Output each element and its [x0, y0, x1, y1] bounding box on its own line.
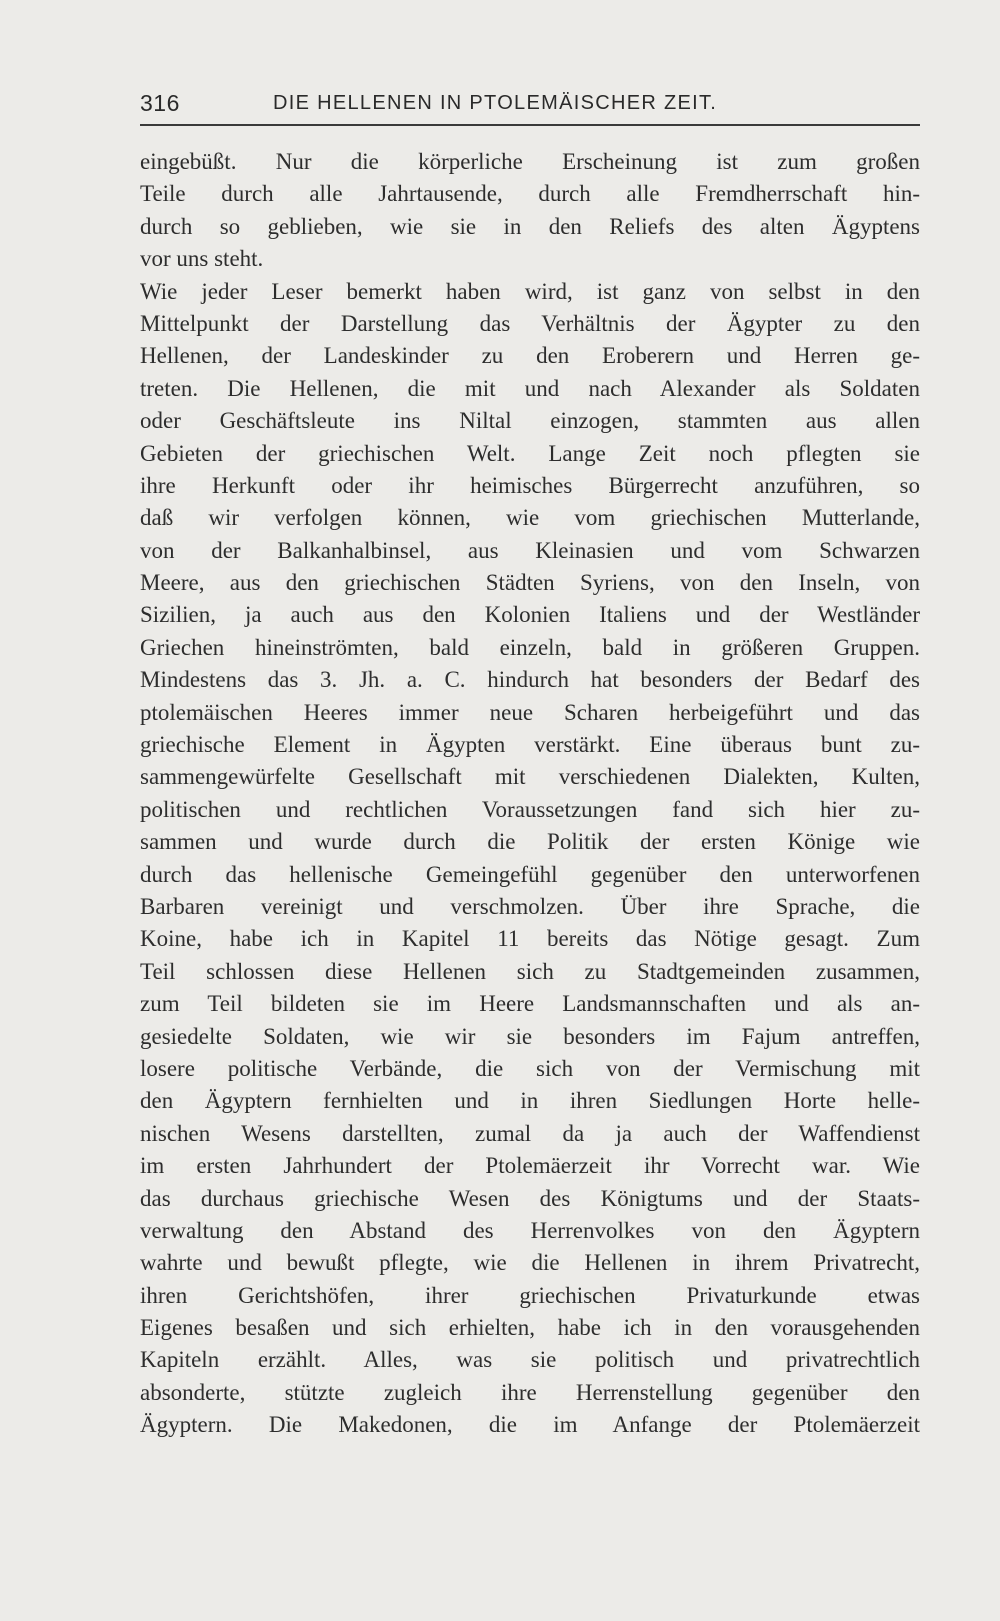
text-line: im ersten Jahrhundert der Ptolemäerzeit ihr Vorrecht war. Wie: [140, 1153, 920, 1179]
text-line: Hellenen, der Landeskinder zu den Eroberern und Herren ge-: [140, 343, 920, 369]
text-line: Mittelpunkt der Darstellung das Verhältnis der Ägypter zu den: [140, 310, 920, 336]
text-line: Wie jeder Leser bemerkt haben wird, ist ganz von selbst in den: [140, 278, 920, 304]
text-line: Koine, habe ich in Kapitel 11 bereits das Nötige gesagt. Zum: [140, 926, 920, 952]
chapter-title: DIE HELLENEN IN PTOLEMÄISCHER ZEIT.: [273, 92, 718, 114]
running-head: [140, 88, 920, 122]
text-line: Ägyptern. Die Makedonen, die im Anfange der Ptolemäerzeit: [140, 1412, 920, 1438]
text-line: ptolemäischen Heeres immer neue Scharen herbeigeführt und das: [140, 699, 920, 725]
text-line: Sizilien, ja auch aus den Kolonien Italiens und der Westländer: [140, 602, 920, 628]
text-line: oder Geschäftsleute ins Niltal einzogen, stammten aus allen: [140, 408, 920, 434]
text-line: Eigenes besaßen und sich erhielten, habe ich in den vorausgehenden: [140, 1315, 920, 1341]
text-line: sammen und wurde durch die Politik der ersten Könige wie: [140, 829, 920, 855]
text-line: daß wir verfolgen können, wie vom griechischen Mutterlande,: [140, 505, 920, 531]
text-line: griechische Element in Ägypten verstärkt. Eine überaus bunt zu-: [140, 732, 920, 758]
text-line: zum Teil bildeten sie im Heere Landsmannschaften und als an-: [140, 991, 920, 1017]
text-line: sammengewürfelte Gesellschaft mit verschiedenen Dialekten, Kulten,: [140, 764, 920, 790]
text-line: durch so geblieben, wie sie in den Reliefs des alten Ägyptens: [140, 213, 920, 239]
text-line: losere politische Verbände, die sich von der Vermischung mit: [140, 1055, 920, 1081]
text-line: Gebieten der griechischen Welt. Lange Zeit noch pflegten sie: [140, 440, 920, 466]
text-line: absonderte, stützte zugleich ihre Herrenstellung gegenüber den: [140, 1379, 920, 1405]
text-line: Griechen hineinströmten, bald einzeln, bald in größeren Gruppen.: [140, 634, 920, 660]
text-line: das durchaus griechische Wesen des Königtums und der Staats-: [140, 1185, 920, 1211]
text-line: gesiedelte Soldaten, wie wir sie besonders im Fajum antreffen,: [140, 1023, 920, 1049]
text-line: Teile durch alle Jahrtausende, durch alle Fremdherrschaft hin-: [140, 181, 920, 207]
text-line: durch das hellenische Gemeingefühl gegenüber den unterworfenen: [140, 861, 920, 887]
header-rule: [140, 124, 920, 126]
text-line: von der Balkanhalbinsel, aus Kleinasien und vom Schwarzen: [140, 537, 920, 563]
text-line: treten. Die Hellenen, die mit und nach Alexander als Soldaten: [140, 375, 920, 401]
text-line: nischen Wesens darstellten, zumal da ja auch der Waffendienst: [140, 1120, 920, 1146]
text-line: verwaltung den Abstand des Herrenvolkes von den Ägyptern: [140, 1217, 920, 1243]
text-line: Kapiteln erzählt. Alles, was sie politisch und privatrechtlich: [140, 1347, 920, 1373]
text-line: vor uns steht.: [140, 246, 264, 272]
text-line: ihren Gerichtshöfen, ihrer griechischen Privaturkunde etwas: [140, 1282, 920, 1308]
text-line: ihre Herkunft oder ihr heimisches Bürgerrecht anzuführen, so: [140, 472, 920, 498]
text-line: Barbaren vereinigt und verschmolzen. Über ihre Sprache, die: [140, 893, 920, 919]
text-line: den Ägyptern fernhielten und in ihren Siedlungen Horte helle-: [140, 1088, 920, 1114]
text-line: Meere, aus den griechischen Städten Syriens, von den Inseln, von: [140, 570, 920, 596]
text-line: politischen und rechtlichen Voraussetzungen fand sich hier zu-: [140, 796, 920, 822]
page-number: 316: [140, 90, 180, 116]
text-line: Mindestens das 3. Jh. a. C. hindurch hat besonders der Bedarf des: [140, 667, 920, 693]
text-line: Teil schlossen diese Hellenen sich zu Stadtgemeinden zusammen,: [140, 958, 920, 984]
text-line: wahrte und bewußt pflegte, wie die Hellenen in ihrem Privatrecht,: [140, 1250, 920, 1276]
body-text: [140, 146, 920, 1442]
text-line: eingebüßt. Nur die körperliche Erscheinung ist zum großen: [140, 149, 920, 174]
